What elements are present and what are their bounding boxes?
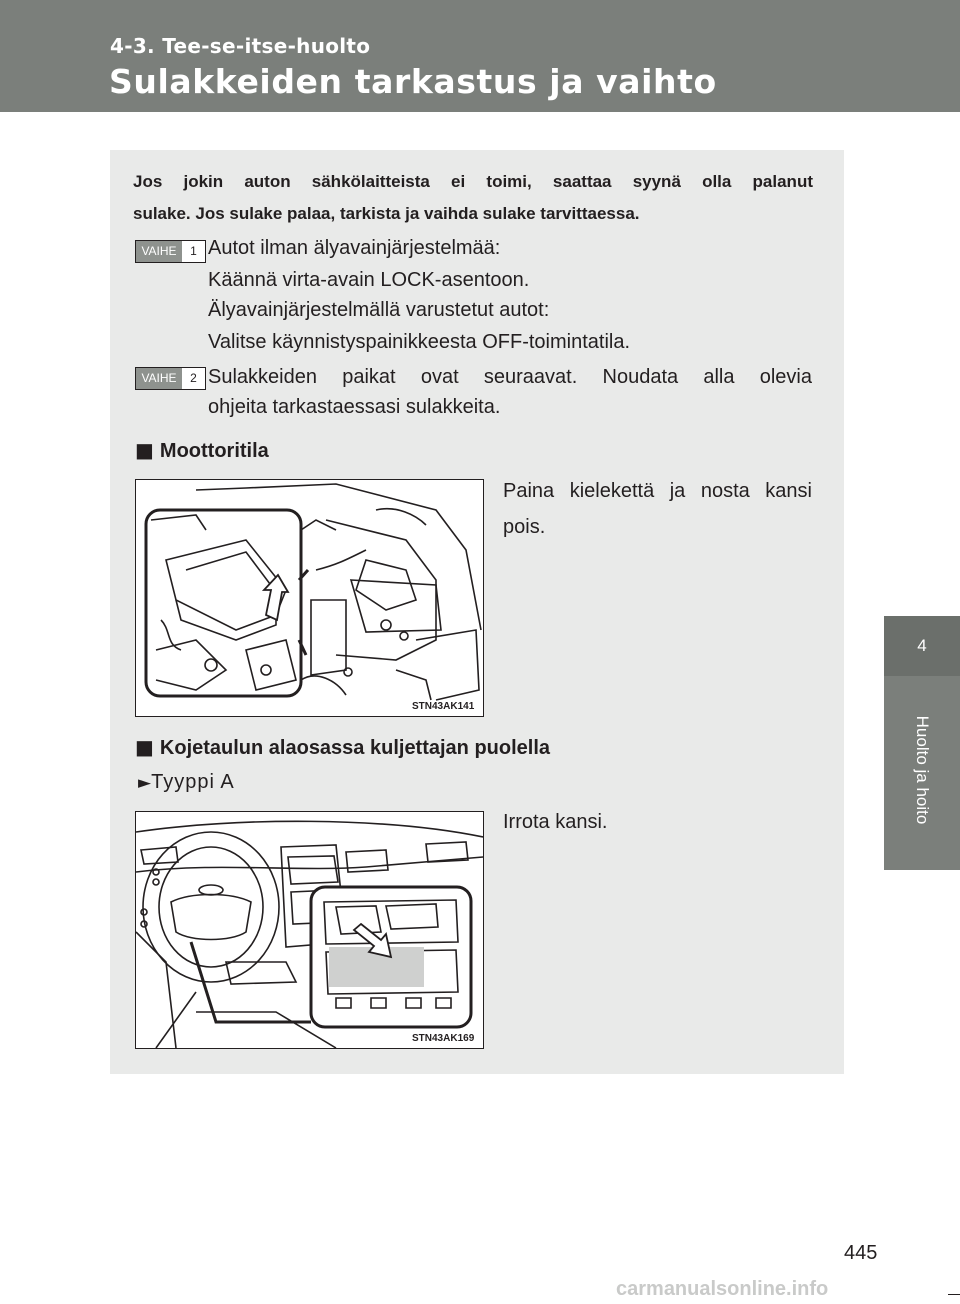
section-label: 4-3. Tee-se-itse-huolto	[110, 34, 371, 58]
step-badge	[135, 240, 206, 263]
instruction-line: pois.	[503, 516, 546, 538]
intro-paragraph	[133, 166, 813, 230]
dashboard-illustration	[136, 812, 483, 1048]
step-badge-number: 2	[190, 371, 197, 385]
heading-text: Kojetaulun alaosassa kuljettajan puolella	[159, 737, 551, 759]
instruction-line: Paina kielekettä ja nosta kansi	[503, 480, 812, 502]
dash-fuse-box-figure	[135, 811, 484, 1049]
heading-square-icon: ■	[135, 438, 154, 462]
section-heading-engine	[135, 438, 269, 463]
type-label	[138, 771, 235, 794]
crop-mark	[948, 1294, 960, 1295]
heading-text: Moottoritila	[159, 440, 269, 462]
engine-fuse-box-figure	[135, 479, 484, 717]
step-text-line: Autot ilman älyavainjärjestelmää:	[208, 237, 501, 259]
dash-instruction: Irrota kansi.	[503, 811, 608, 833]
type-text: Tyyppi A	[151, 771, 235, 793]
intro-line: Jos jokin auton sähkölaitteista ei toimi, saattaa syynä olla palanut	[133, 172, 813, 191]
step-badge-label: VAIHE	[136, 241, 182, 262]
figure-code: STN43AK169	[412, 1033, 475, 1044]
figure-code: STN43AK141	[412, 701, 475, 712]
step-badge-number: 1	[190, 244, 197, 258]
page-title: Sulakkeiden tarkastus ja vaihto	[109, 62, 717, 101]
step-text-line: Käännä virta-avain LOCK-asentoon.	[208, 269, 530, 291]
step-badge-label: VAIHE	[136, 368, 182, 389]
chapter-title: Huolto ja hoito	[913, 715, 932, 825]
watermark: carmanualsonline.info	[616, 1278, 829, 1300]
pointer-triangle-icon: ►	[138, 773, 152, 793]
engine-instruction	[503, 477, 812, 542]
step-text-line: Sulakkeiden paikat ovat seuraavat. Noudata alla olevia	[208, 366, 812, 388]
intro-line: sulake. Jos sulake palaa, tarkista ja vaihda sulake tarvittaessa.	[133, 204, 640, 223]
step-text-line: Valitse käynnistyspainikkeesta OFF-toimintatila.	[208, 331, 631, 353]
engine-illustration	[136, 480, 483, 716]
heading-square-icon: ■	[135, 735, 154, 759]
step-badge	[135, 367, 206, 390]
step-text-line: ohjeita tarkastaessasi sulakkeita.	[208, 396, 501, 418]
chapter-number: 4	[884, 616, 960, 676]
section-heading-dash	[135, 735, 550, 760]
step-text-line: Älyavainjärjestelmällä varustetut autot:	[208, 299, 550, 321]
page-number: 445	[844, 1242, 878, 1264]
